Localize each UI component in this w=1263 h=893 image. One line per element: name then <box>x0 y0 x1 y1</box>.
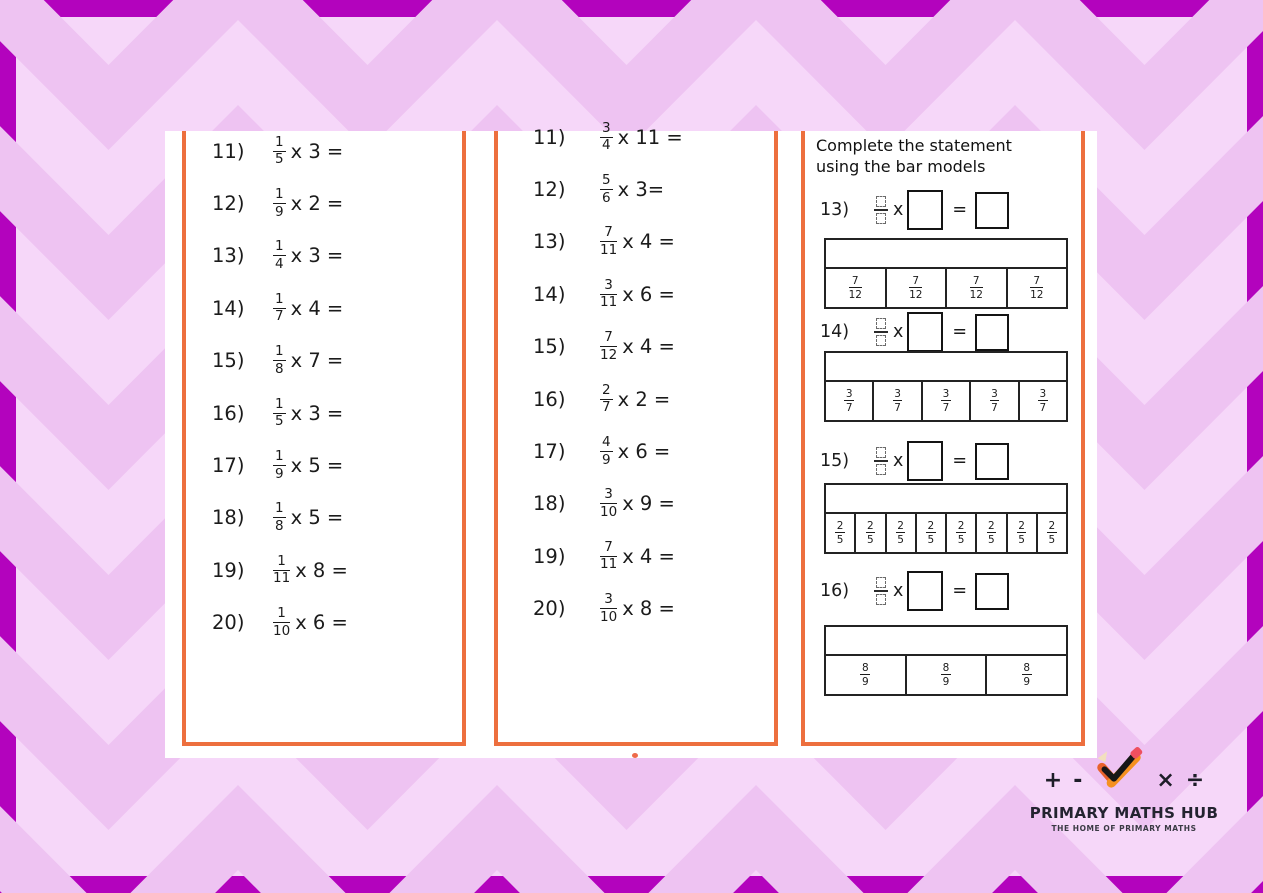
fraction <box>600 488 617 519</box>
question-number: 13) <box>533 230 566 254</box>
fraction-numerator: 3 <box>894 387 901 400</box>
question-row <box>498 478 774 530</box>
fraction-numerator: 4 <box>602 434 611 451</box>
fraction <box>600 174 613 205</box>
bar-model-cell <box>945 514 975 552</box>
question-row <box>186 597 462 649</box>
question-expression: x 5 = <box>290 454 344 478</box>
question-row <box>498 216 774 268</box>
fraction-numerator: 2 <box>836 519 844 532</box>
question-number: 16) <box>212 401 245 425</box>
question-number: 12) <box>533 178 566 202</box>
multiplier-answer-box <box>907 571 943 611</box>
equals-sign: = <box>952 581 968 601</box>
fraction-numerator: 1 <box>275 500 284 517</box>
bar-model-whole-bar <box>824 238 1068 267</box>
fraction-denominator: 5 <box>275 413 284 430</box>
bar-model-cell <box>854 514 884 552</box>
question-number: 14) <box>533 282 566 306</box>
bar-model-cell <box>826 269 885 307</box>
instruction-text <box>816 136 1012 177</box>
fraction <box>893 389 903 414</box>
question-expression: x 3= <box>617 178 665 202</box>
fraction-denominator: 8 <box>275 517 284 534</box>
fraction-denominator: 5 <box>1048 533 1056 546</box>
fraction <box>273 607 290 638</box>
fraction <box>909 276 922 301</box>
question-row <box>186 125 462 177</box>
times-symbol: × <box>1156 767 1175 793</box>
fraction-numerator: 3 <box>600 488 617 504</box>
question-expression: x 11 = <box>617 125 683 149</box>
multiplier-answer-box <box>907 312 943 352</box>
fraction <box>844 389 854 414</box>
fraction-denominator: 6 <box>602 189 611 206</box>
fraction-denominator: 9 <box>602 451 611 468</box>
fraction <box>987 521 997 546</box>
fraction-denominator: 11 <box>600 241 618 258</box>
fraction <box>273 290 286 325</box>
question-row <box>498 373 774 425</box>
fraction-denominator: 5 <box>927 533 935 546</box>
fraction-denominator: 12 <box>969 288 983 301</box>
fraction <box>866 521 876 546</box>
fraction-numerator: 1 <box>275 238 284 255</box>
bar-model-cell <box>826 514 854 552</box>
bar-model <box>824 238 1068 309</box>
fraction-denominator: 5 <box>275 151 284 168</box>
multiply-operator: x <box>893 322 904 342</box>
fraction-denominator: 7 <box>894 401 901 414</box>
fraction-numerator: 1 <box>275 448 284 465</box>
question-number: 14) <box>212 296 245 320</box>
question-row <box>186 335 462 387</box>
fraction-numerator: 7 <box>600 226 617 242</box>
fraction <box>849 276 862 301</box>
fraction-denominator: 10 <box>273 622 291 639</box>
question-expression: x 2 = <box>290 192 344 216</box>
instruction-line-1: Complete the statement <box>816 136 1012 155</box>
fraction <box>1022 663 1032 688</box>
question-number: 14) <box>820 322 850 342</box>
fraction-denominator: 7 <box>275 308 284 325</box>
fraction-denominator: 12 <box>1030 288 1044 301</box>
fraction-denominator: 4 <box>275 255 284 272</box>
bar-model-whole-bar <box>824 625 1068 654</box>
question-row <box>186 387 462 439</box>
question-row <box>498 163 774 215</box>
question-expression: x 3 = <box>290 244 344 268</box>
question-number: 18) <box>212 506 245 530</box>
fraction-denominator: 11 <box>600 294 618 311</box>
bar-model-cell <box>1006 269 1067 307</box>
fraction-denominator: 7 <box>845 401 853 414</box>
fraction-denominator: 9 <box>861 675 869 688</box>
fraction <box>956 521 966 546</box>
bar-model-whole-bar <box>824 483 1068 512</box>
fraction <box>1047 521 1057 546</box>
fraction-denominator: 12 <box>909 288 923 301</box>
multiply-operator: x <box>893 581 904 601</box>
bar-model-cell <box>921 382 969 420</box>
fraction-numerator: 7 <box>970 276 983 289</box>
question-number: 11) <box>533 125 566 149</box>
fraction-numerator: 2 <box>1048 519 1056 532</box>
fraction-numerator: 1 <box>275 290 284 307</box>
fraction-numerator: 8 <box>861 661 869 674</box>
bar-model-question-row <box>805 309 1009 355</box>
question-row <box>186 177 462 229</box>
blank-fraction-template <box>872 318 890 346</box>
bar-model-cell <box>915 514 945 552</box>
question-expression: x 6 = <box>622 282 675 306</box>
fraction-denominator: 7 <box>602 399 611 416</box>
fraction-denominator: 5 <box>1018 533 1025 546</box>
bar-model-column <box>801 131 1085 746</box>
fraction <box>273 450 286 481</box>
question-number: 20) <box>212 611 245 635</box>
fraction-numerator: 1 <box>275 186 284 203</box>
fraction <box>273 240 286 271</box>
minus-symbol: - <box>1073 767 1083 793</box>
fraction <box>600 381 613 416</box>
fraction-numerator: 7 <box>600 331 617 347</box>
question-row <box>498 530 774 582</box>
fraction-numerator: 1 <box>275 133 284 150</box>
bar-model <box>824 351 1068 422</box>
bar-model-cell <box>975 514 1005 552</box>
bar-model-cell <box>905 656 986 694</box>
fraction-numerator: 2 <box>957 519 965 532</box>
bar-model-question-row <box>805 187 1009 233</box>
fraction <box>600 226 617 257</box>
question-number: 19) <box>212 558 245 582</box>
divide-symbol: ÷ <box>1185 767 1205 793</box>
fraction <box>600 331 617 362</box>
question-number: 16) <box>820 581 850 601</box>
equals-sign: = <box>952 322 968 342</box>
question-expression: x 7 = <box>290 349 344 373</box>
question-number: 16) <box>533 387 566 411</box>
bar-model-cell <box>1036 514 1066 552</box>
question-row <box>498 583 774 635</box>
fraction-numerator: 2 <box>867 519 874 532</box>
fraction-denominator: 8 <box>275 360 284 377</box>
denominator-placeholder-box <box>876 464 886 475</box>
denominator-placeholder-box <box>876 213 886 224</box>
question-expression: x 3 = <box>290 139 344 163</box>
bar-model <box>824 483 1068 554</box>
question-row <box>498 425 774 477</box>
question-row <box>186 492 462 544</box>
result-answer-box <box>975 192 1009 229</box>
bar-model-cell <box>1006 514 1036 552</box>
plus-symbol: + <box>1043 767 1063 793</box>
question-expression: x 3 = <box>290 401 344 425</box>
fraction-numerator: 7 <box>600 541 617 557</box>
bar-model-cells <box>824 267 1068 309</box>
multiplier-answer-box <box>907 190 943 230</box>
question-number: 13) <box>820 200 850 220</box>
question-expression: x 4 = <box>622 544 675 568</box>
question-expression: x 4 = <box>622 335 675 359</box>
fraction-line <box>874 331 888 333</box>
fraction <box>273 345 286 376</box>
bar-model-cell <box>885 269 946 307</box>
fraction-denominator: 12 <box>600 346 618 363</box>
question-expression: x 5 = <box>290 506 344 530</box>
fraction-denominator: 11 <box>273 570 291 587</box>
fraction-numerator: 2 <box>1018 519 1025 532</box>
bar-model-cell <box>872 382 920 420</box>
fraction <box>273 395 286 430</box>
question-column-1 <box>182 131 466 746</box>
fraction <box>273 133 286 168</box>
instruction-line-2: using the bar models <box>816 156 986 176</box>
fraction-numerator: 3 <box>1039 387 1047 400</box>
question-expression: x 6 = <box>295 611 348 635</box>
numerator-placeholder-box <box>876 447 886 458</box>
question-expression: x 4 = <box>622 230 675 254</box>
question-number: 15) <box>533 335 566 359</box>
blank-fraction-template <box>872 447 890 475</box>
logo-maths-symbols <box>1018 757 1230 803</box>
fraction-denominator: 9 <box>275 203 284 220</box>
fraction <box>273 502 286 533</box>
fraction <box>970 276 983 301</box>
fraction-numerator: 2 <box>897 519 904 532</box>
fraction-line <box>874 209 888 211</box>
equals-sign: = <box>952 451 968 471</box>
fraction-denominator: 9 <box>1023 675 1031 688</box>
fraction <box>273 188 286 219</box>
fraction <box>1017 521 1027 546</box>
fraction <box>600 436 613 467</box>
fraction-numerator: 3 <box>942 387 950 400</box>
bar-model-cells <box>824 512 1068 554</box>
fraction <box>990 389 1000 414</box>
page-mark-dot <box>632 753 638 758</box>
fraction-denominator: 5 <box>957 533 965 546</box>
numerator-placeholder-box <box>876 318 886 329</box>
fraction-line <box>874 590 888 592</box>
fraction-numerator: 3 <box>845 387 853 400</box>
blank-fraction-template <box>872 196 890 224</box>
fraction-numerator: 1 <box>275 343 284 360</box>
bar-model-cell <box>985 656 1066 694</box>
fraction-denominator: 11 <box>600 556 618 573</box>
fraction-numerator: 8 <box>1023 661 1031 674</box>
fraction-denominator: 10 <box>600 503 618 520</box>
bar-model-cell <box>1018 382 1066 420</box>
question-number: 17) <box>212 454 245 478</box>
fraction-numerator: 2 <box>927 519 935 532</box>
blank-fraction-template <box>872 577 890 605</box>
fraction <box>926 521 936 546</box>
multiply-operator: x <box>893 451 904 471</box>
question-number: 19) <box>533 544 566 568</box>
question-number: 20) <box>533 597 566 621</box>
question-expression: x 8 = <box>622 597 675 621</box>
question-expression: x 8 = <box>295 558 348 582</box>
question-number: 15) <box>820 451 850 471</box>
fraction <box>1038 389 1048 414</box>
fraction-denominator: 5 <box>867 533 874 546</box>
question-row <box>186 230 462 282</box>
fraction <box>1030 276 1043 301</box>
fraction-line <box>874 460 888 462</box>
fraction <box>600 119 613 154</box>
bar-model-question-row <box>805 568 1009 614</box>
fraction <box>273 552 291 587</box>
question-row <box>186 544 462 596</box>
fraction-numerator: 2 <box>602 381 611 398</box>
fraction-denominator: 7 <box>1039 401 1047 414</box>
fraction <box>835 521 845 546</box>
denominator-placeholder-box <box>876 335 886 346</box>
multiplier-answer-box <box>907 441 943 481</box>
fraction <box>600 593 617 624</box>
bar-model-question-row <box>805 438 1009 484</box>
fraction-numerator: 7 <box>909 276 922 289</box>
fraction-numerator: 1 <box>273 607 290 623</box>
bar-model-whole-bar <box>824 351 1068 380</box>
fraction-numerator: 3 <box>991 387 998 400</box>
fraction <box>600 538 618 573</box>
primary-maths-hub-logo <box>1018 757 1230 833</box>
question-row <box>498 111 774 163</box>
fraction-denominator: 9 <box>275 465 284 482</box>
question-expression: x 9 = <box>622 492 675 516</box>
result-answer-box <box>975 443 1009 480</box>
fraction-numerator: 3 <box>600 279 617 295</box>
bar-model <box>824 625 1068 696</box>
fraction-denominator: 5 <box>988 533 995 546</box>
question-expression: x 4 = <box>290 296 344 320</box>
fraction-denominator: 5 <box>836 533 844 546</box>
question-number: 18) <box>533 492 566 516</box>
fraction-denominator: 9 <box>942 675 950 688</box>
question-expression: x 6 = <box>617 440 671 464</box>
fraction-denominator: 5 <box>897 533 904 546</box>
fraction-numerator: 3 <box>602 119 611 136</box>
fraction-numerator: 5 <box>602 172 611 189</box>
fraction-denominator: 7 <box>991 401 998 414</box>
bar-model-cell <box>826 656 905 694</box>
fraction-numerator: 1 <box>273 555 290 571</box>
bar-model-cells <box>824 380 1068 422</box>
question-number: 17) <box>533 440 566 464</box>
fraction <box>860 663 870 688</box>
fraction <box>600 276 618 311</box>
question-column-2 <box>494 119 778 746</box>
bar-model-cell <box>826 382 872 420</box>
question-row <box>498 268 774 320</box>
bar-model-cell <box>885 514 915 552</box>
logo-subtitle: THE HOME OF PRIMARY MATHS <box>1051 824 1197 833</box>
fraction-numerator: 7 <box>849 276 862 289</box>
fraction <box>941 663 951 688</box>
denominator-placeholder-box <box>876 594 886 605</box>
numerator-placeholder-box <box>876 577 886 588</box>
fraction <box>941 389 951 414</box>
question-expression: x 2 = <box>617 387 671 411</box>
fraction-numerator: 8 <box>942 661 950 674</box>
bar-model-cell <box>969 382 1017 420</box>
equals-sign: = <box>952 200 968 220</box>
question-row <box>498 321 774 373</box>
fraction-numerator: 1 <box>275 395 284 412</box>
logo-title: PRIMARY MATHS HUB <box>1029 804 1219 822</box>
bar-model-cells <box>824 654 1068 696</box>
question-number: 11) <box>212 139 245 163</box>
fraction-denominator: 10 <box>600 608 618 625</box>
multiply-operator: x <box>893 200 904 220</box>
result-answer-box <box>975 573 1009 610</box>
fraction-numerator: 2 <box>988 519 995 532</box>
fraction-denominator: 4 <box>602 137 611 154</box>
fraction <box>896 521 906 546</box>
question-row <box>186 282 462 334</box>
bar-model-cell <box>945 269 1006 307</box>
numerator-placeholder-box <box>876 196 886 207</box>
question-row <box>186 439 462 491</box>
question-number: 13) <box>212 244 245 268</box>
question-number: 12) <box>212 192 245 216</box>
fraction-denominator: 12 <box>848 288 862 301</box>
question-number: 15) <box>212 349 245 373</box>
fraction-denominator: 7 <box>942 401 950 414</box>
result-answer-box <box>975 314 1009 351</box>
fraction-numerator: 7 <box>1030 276 1043 289</box>
fraction-numerator: 3 <box>600 593 617 609</box>
check-pencil-icon <box>1093 748 1145 800</box>
